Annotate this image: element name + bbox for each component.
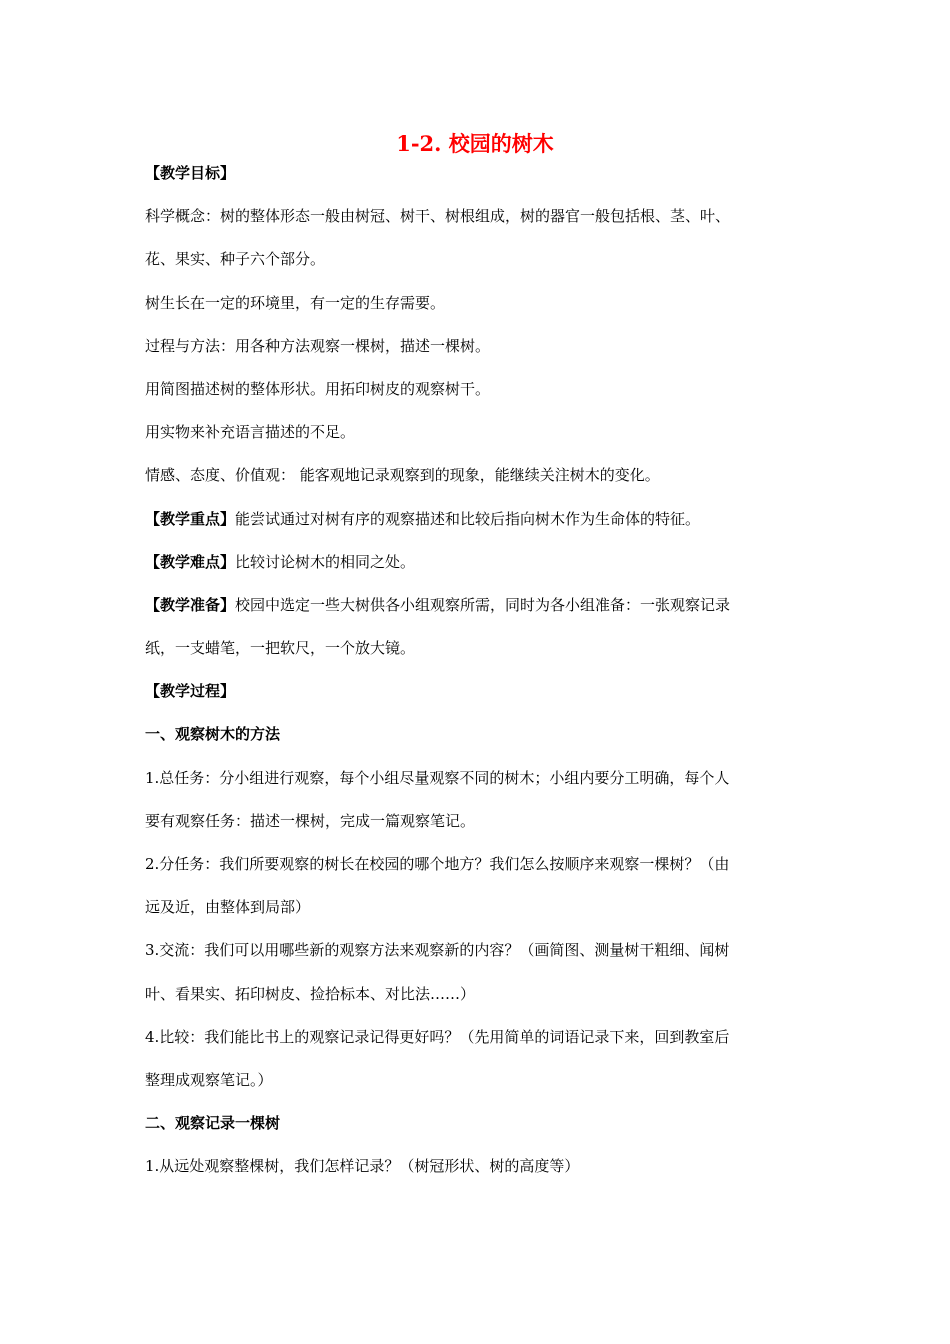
key-point-text: 能尝试通过对树有序的观察描述和比较后指向树木作为生命体的特征。 bbox=[235, 509, 701, 528]
item1-line-2: 要有观察任务：描述一棵树，完成一篇观察笔记。 bbox=[145, 811, 476, 830]
item4-line-1: 4.比较：我们能比书上的观察记录记得更好吗？（先用简单的词语记录下来，回到教室后 bbox=[145, 1027, 730, 1046]
part1-heading: 一、观察树木的方法 bbox=[145, 725, 281, 744]
key-point-line bbox=[145, 509, 810, 530]
document-body bbox=[145, 163, 810, 1200]
process-heading: 【教学过程】 bbox=[145, 682, 236, 701]
preparation-label: 【教学准备】 bbox=[145, 595, 236, 614]
process-method-line: 过程与方法：用各种方法观察一棵树，描述一棵树。 bbox=[145, 336, 491, 355]
science-concept-line-1: 科学概念：树的整体形态一般由树冠、树干、树根组成，树的器官一般包括根、茎、叶、 bbox=[145, 207, 731, 226]
item4-line-2: 整理成观察笔记。） bbox=[145, 1070, 273, 1089]
attitude-line: 情感、态度、价值观： 能客观地记录观察到的现象，能继续关注树木的变化。 bbox=[145, 466, 660, 485]
science-concept-line-2: 花、果实、种子六个部分。 bbox=[145, 250, 326, 269]
item3-line-1: 3.交流：我们可以用哪些新的观察方法来观察新的内容？（画简图、测量树干粗细、闻树 bbox=[145, 941, 730, 960]
difficulty-label: 【教学难点】 bbox=[145, 552, 236, 571]
part2-item1-line: 1.从远处观察整棵树，我们怎样记录？（树冠形状、树的高度等） bbox=[145, 1157, 580, 1176]
preparation-line-2: 纸，一支蜡笔，一把软尺，一个放大镜。 bbox=[145, 639, 416, 658]
preparation-line-1 bbox=[145, 595, 810, 616]
item2-line-2: 远及近，由整体到局部） bbox=[145, 898, 311, 917]
sketch-line: 用简图描述树的整体形状。用拓印树皮的观察树干。 bbox=[145, 379, 491, 398]
difficulty-line bbox=[145, 552, 810, 573]
item1-line-1: 1.总任务：分小组进行观察，每个小组尽量观察不同的树木；小组内要分工明确，每个人 bbox=[145, 768, 730, 787]
difficulty-text: 比较讨论树木的相同之处。 bbox=[235, 552, 416, 571]
item3-line-2: 叶、看果实、拓印树皮、捡拾标本、对比法……） bbox=[145, 984, 476, 1003]
preparation-text-1: 校园中选定一些大树供各小组观察所需，同时为各小组准备：一张观察记录 bbox=[235, 595, 731, 614]
key-point-label: 【教学重点】 bbox=[145, 509, 236, 528]
real-objects-line: 用实物来补充语言描述的不足。 bbox=[145, 423, 356, 442]
item2-line-1: 2.分任务：我们所要观察的树长在校园的哪个地方？我们怎么按顺序来观察一棵树？（由 bbox=[145, 855, 730, 873]
part2-heading: 二、观察记录一棵树 bbox=[145, 1114, 281, 1133]
document-title: 1-2. 校园的树木 bbox=[396, 131, 554, 156]
environment-line: 树生长在一定的环境里，有一定的生存需要。 bbox=[145, 293, 446, 312]
objectives-heading: 【教学目标】 bbox=[145, 164, 236, 182]
